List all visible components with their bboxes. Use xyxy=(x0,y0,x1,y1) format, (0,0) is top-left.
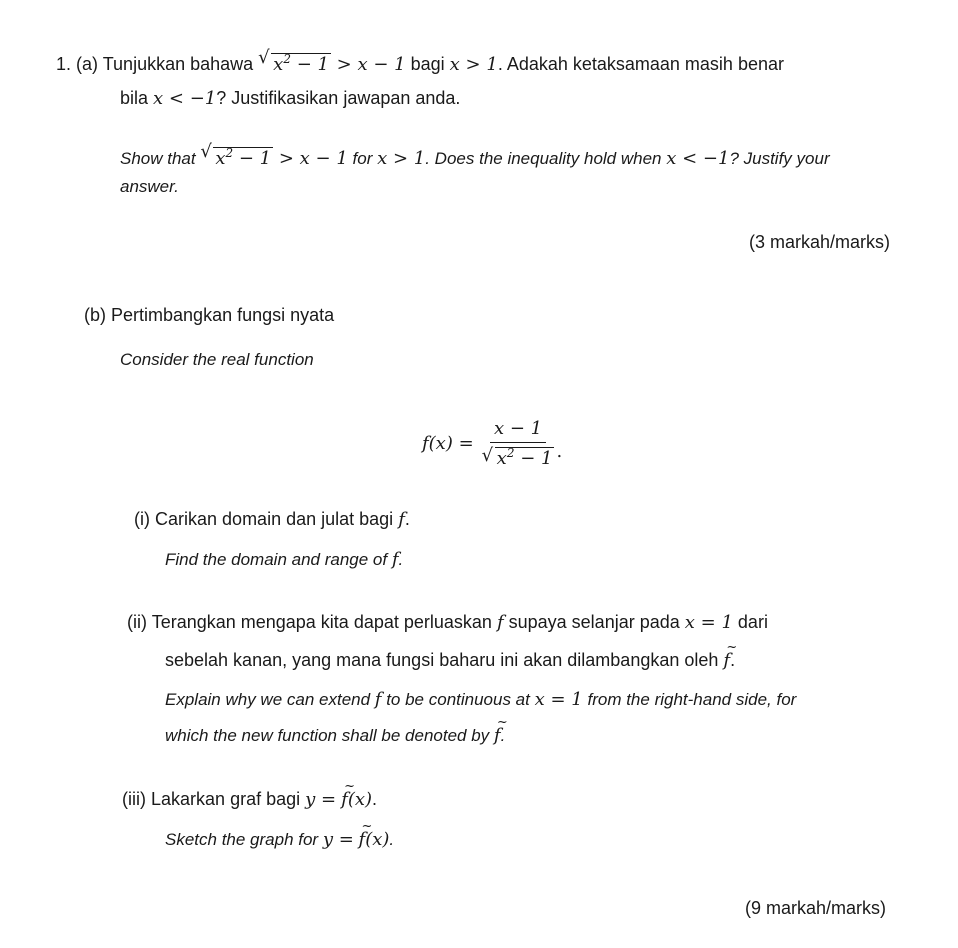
part-iii-label: (iii) xyxy=(122,789,146,809)
sqrt-radicand: $x^2 - 1$ xyxy=(273,52,329,75)
q1a-malay-text4: bila xyxy=(120,88,149,108)
q1a-english-line2: answer. xyxy=(120,177,179,196)
condition-x-gt-1: x > 1 xyxy=(449,54,498,75)
f-tilde-iii-en: ~ f xyxy=(359,828,366,852)
f-tilde-symbol: ~ f xyxy=(723,649,730,673)
part-ii-end: . xyxy=(730,650,736,670)
q1a-english-text4: ? Justify your xyxy=(729,149,830,168)
expr-arg-en: (x) xyxy=(365,829,390,850)
part-i-malay-text: Carikan domain dan julat bagi xyxy=(155,509,394,529)
q1a-english-text2: for xyxy=(352,149,373,168)
part-ii-english-text2: to be continuous at xyxy=(386,690,530,709)
part-ii-malay-text1: Terangkan mengapa kita dapat perluaskan xyxy=(151,612,492,632)
sqrt-inequality xyxy=(258,54,405,75)
q1a-marks: (3 markah/marks) xyxy=(748,232,890,252)
part-iii-malay-text: Lakarkan graf bagi xyxy=(151,789,301,809)
part-iii-end: . xyxy=(372,789,378,809)
q1b-malay-text: Pertimbangkan fungsi nyata xyxy=(111,305,335,325)
q1a-malay-text5: ? Justifikasikan jawapan anda. xyxy=(216,88,461,108)
part-iii-english-text: Sketch the graph for xyxy=(165,830,319,849)
condition-x-gt-1-en: x > 1 xyxy=(377,148,426,169)
sqrt-inequality-en xyxy=(200,148,347,169)
condition-x-lt-neg1-en: x < −1 xyxy=(666,148,730,169)
part-i-english-text: Find the domain and range of xyxy=(165,550,388,569)
expr-arg: (x) xyxy=(347,789,373,810)
part-ii-malay-text3: dari xyxy=(737,612,768,632)
inequality-rhs: > x − 1 xyxy=(330,54,406,75)
part-ii-english-text4: which the new function shall be denoted by xyxy=(165,726,490,745)
q1b-ii-malay-line1 xyxy=(127,610,768,635)
f-symbol-ii: f xyxy=(496,612,504,633)
q1b-ii-english-line1 xyxy=(165,688,796,712)
part-ii-label: (ii) xyxy=(127,612,147,632)
formula-denominator-radicand: $x^2 - 1$ xyxy=(496,446,553,469)
part-ii-end-en: . xyxy=(500,726,506,745)
function-formula xyxy=(422,418,562,469)
part-i-end: . xyxy=(404,509,410,529)
q1b-english-line: Consider the real function xyxy=(120,350,314,369)
f-tilde-symbol-en: ~ f xyxy=(494,724,501,748)
q1a-english-text3: . Does the inequality hold when xyxy=(425,149,662,168)
part-iii-end-en: . xyxy=(389,830,395,849)
y-equals: y = xyxy=(305,789,337,810)
part-i-end-en: . xyxy=(398,550,404,569)
f-tilde-iii: ~ f xyxy=(341,788,348,812)
q1b-i-english xyxy=(165,548,403,572)
q1b-ii-malay-line2 xyxy=(165,648,735,673)
formula-fraction xyxy=(482,418,555,469)
q1a-malay-text1: Tunjukkan bahawa xyxy=(102,54,254,74)
q1b-marks: (9 markah/marks) xyxy=(744,898,886,918)
condition-x-lt-neg1: x < −1 xyxy=(153,88,217,109)
q1a-malay-text2: bagi xyxy=(410,54,445,74)
question-number: 1. xyxy=(56,54,72,74)
formula-denominator xyxy=(482,443,555,469)
formula-end: . xyxy=(556,441,563,462)
f-symbol-ii-en: f xyxy=(374,689,382,710)
part-i-label: (i) xyxy=(134,509,150,529)
q1a-malay-line1 xyxy=(56,47,784,77)
formula-lhs: f(x) = xyxy=(422,433,474,454)
part-b-label: (b) xyxy=(84,305,106,325)
sqrt-radicand-en: $x^2 - 1$ xyxy=(215,146,272,169)
part-ii-malay-text2: supaya selanjar pada xyxy=(508,612,680,632)
q1a-malay-line2 xyxy=(120,86,460,111)
q1b-iii-english xyxy=(165,828,394,852)
formula-numerator: x − 1 xyxy=(490,418,546,443)
y-equals-en: y = xyxy=(322,829,354,850)
f-symbol: f xyxy=(398,509,405,530)
part-ii-english-text3: from the right-hand side, for xyxy=(587,690,797,709)
q1b-iii-malay xyxy=(122,787,377,812)
q1b-malay-line xyxy=(84,303,334,327)
x-eq-1-en: x = 1 xyxy=(534,689,583,710)
x-eq-1: x = 1 xyxy=(684,612,733,633)
q1b-ii-english-line2 xyxy=(165,724,505,748)
q1a-english-line1 xyxy=(120,141,830,171)
part-a-label: (a) xyxy=(76,54,99,74)
q1a-english-text1: Show that xyxy=(120,149,196,168)
q1a-malay-text3: . Adakah ketaksamaan masih benar xyxy=(497,54,784,74)
q1b-i-malay xyxy=(134,507,410,532)
part-ii-english-text1: Explain why we can extend xyxy=(165,690,371,709)
inequality-rhs-en: > x − 1 xyxy=(273,148,348,169)
f-symbol-en: f xyxy=(391,549,399,570)
part-ii-malay-text4: sebelah kanan, yang mana fungsi baharu ini akan dilambangkan oleh xyxy=(165,650,719,670)
